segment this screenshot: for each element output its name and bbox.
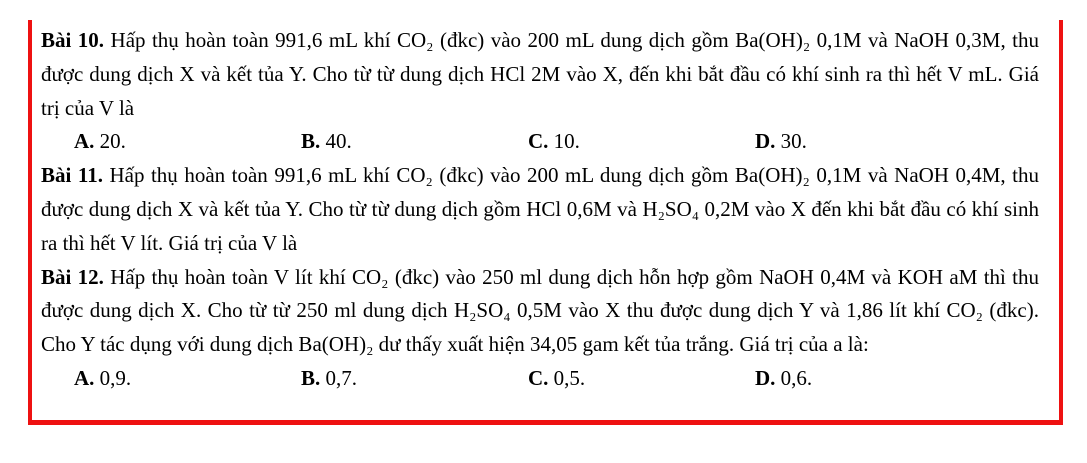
problem-bai-12 [41, 261, 1039, 362]
option-d-letter: D. [755, 129, 776, 154]
option-d-value: 0,6. [780, 365, 813, 390]
option-d [755, 362, 812, 396]
option-b [301, 362, 528, 396]
option-c [528, 362, 755, 396]
option-d-letter: D. [755, 365, 776, 390]
option-a-letter: A. [74, 129, 95, 154]
option-a-value: 0,9. [99, 365, 132, 390]
option-a-letter: A. [74, 365, 95, 390]
option-b-value: 40. [325, 129, 352, 154]
problem-12-options-row [41, 362, 1039, 396]
option-d [755, 125, 807, 159]
option-b-letter: B. [301, 365, 321, 390]
problem-bai-10 [41, 24, 1039, 125]
problem-10-options-row [41, 125, 1039, 159]
option-b-value: 0,7. [325, 365, 358, 390]
problem-set-frame [28, 20, 1063, 425]
option-a [74, 125, 301, 159]
problem-10-label: Bài 10. [41, 28, 105, 52]
option-c-value: 10. [553, 129, 580, 154]
problem-11-text: Hấp thụ hoàn toàn 991,6 mL khí CO₂ (đkc) vào 200 mL dung dịch gồm Ba(OH)₂ 0,1M và NaOH 0,4M, thu được dung dịch X và kết tủa Y. Cho từ từ dung dịch gồm HCl 0,6M và H₂SO₄ 0,2M vào X đến khi bắt đầu có khí sinh ra thì hết V lít. Giá trị của V là [41, 163, 1040, 255]
problem-12-text: Hấp thụ hoàn toàn V lít khí CO₂ (đkc) vào 250 ml dung dịch hỗn hợp gồm NaOH 0,4M và KOH aM thì thu được dung dịch X. Cho từ từ 250 ml dung dịch H₂SO₄ 0,5M vào X thu được dung dịch Y và 1,86 lít khí CO₂ (đkc). Cho Y tác dụng với dung dịch Ba(OH)₂ dư thấy xuất hiện 34,05 gam kết tủa trắng. Giá trị của a là: [41, 264, 1040, 357]
option-c-letter: C. [528, 129, 549, 154]
option-c-value: 0,5. [553, 365, 586, 390]
option-d-value: 30. [780, 129, 807, 154]
option-c [528, 125, 755, 159]
problem-12-label: Bài 12. [41, 264, 104, 289]
option-b [301, 125, 528, 159]
problem-11-label: Bài 11. [41, 163, 103, 188]
problem-bai-11 [41, 159, 1039, 260]
option-b-letter: B. [301, 129, 321, 154]
option-c-letter: C. [528, 365, 549, 390]
option-a-value: 20. [99, 129, 126, 154]
problem-10-text: Hấp thụ hoàn toàn 991,6 mL khí CO₂ (đkc) vào 200 mL dung dịch gồm Ba(OH)₂ 0,1M và NaOH 0,3M, thu được dung dịch X và kết tủa Y. Cho từ từ dung dịch HCl 2M vào X, đến khi bắt đầu có khí sinh ra thì hết V mL. Giá trị của V là [41, 28, 1040, 120]
option-a [74, 362, 301, 396]
